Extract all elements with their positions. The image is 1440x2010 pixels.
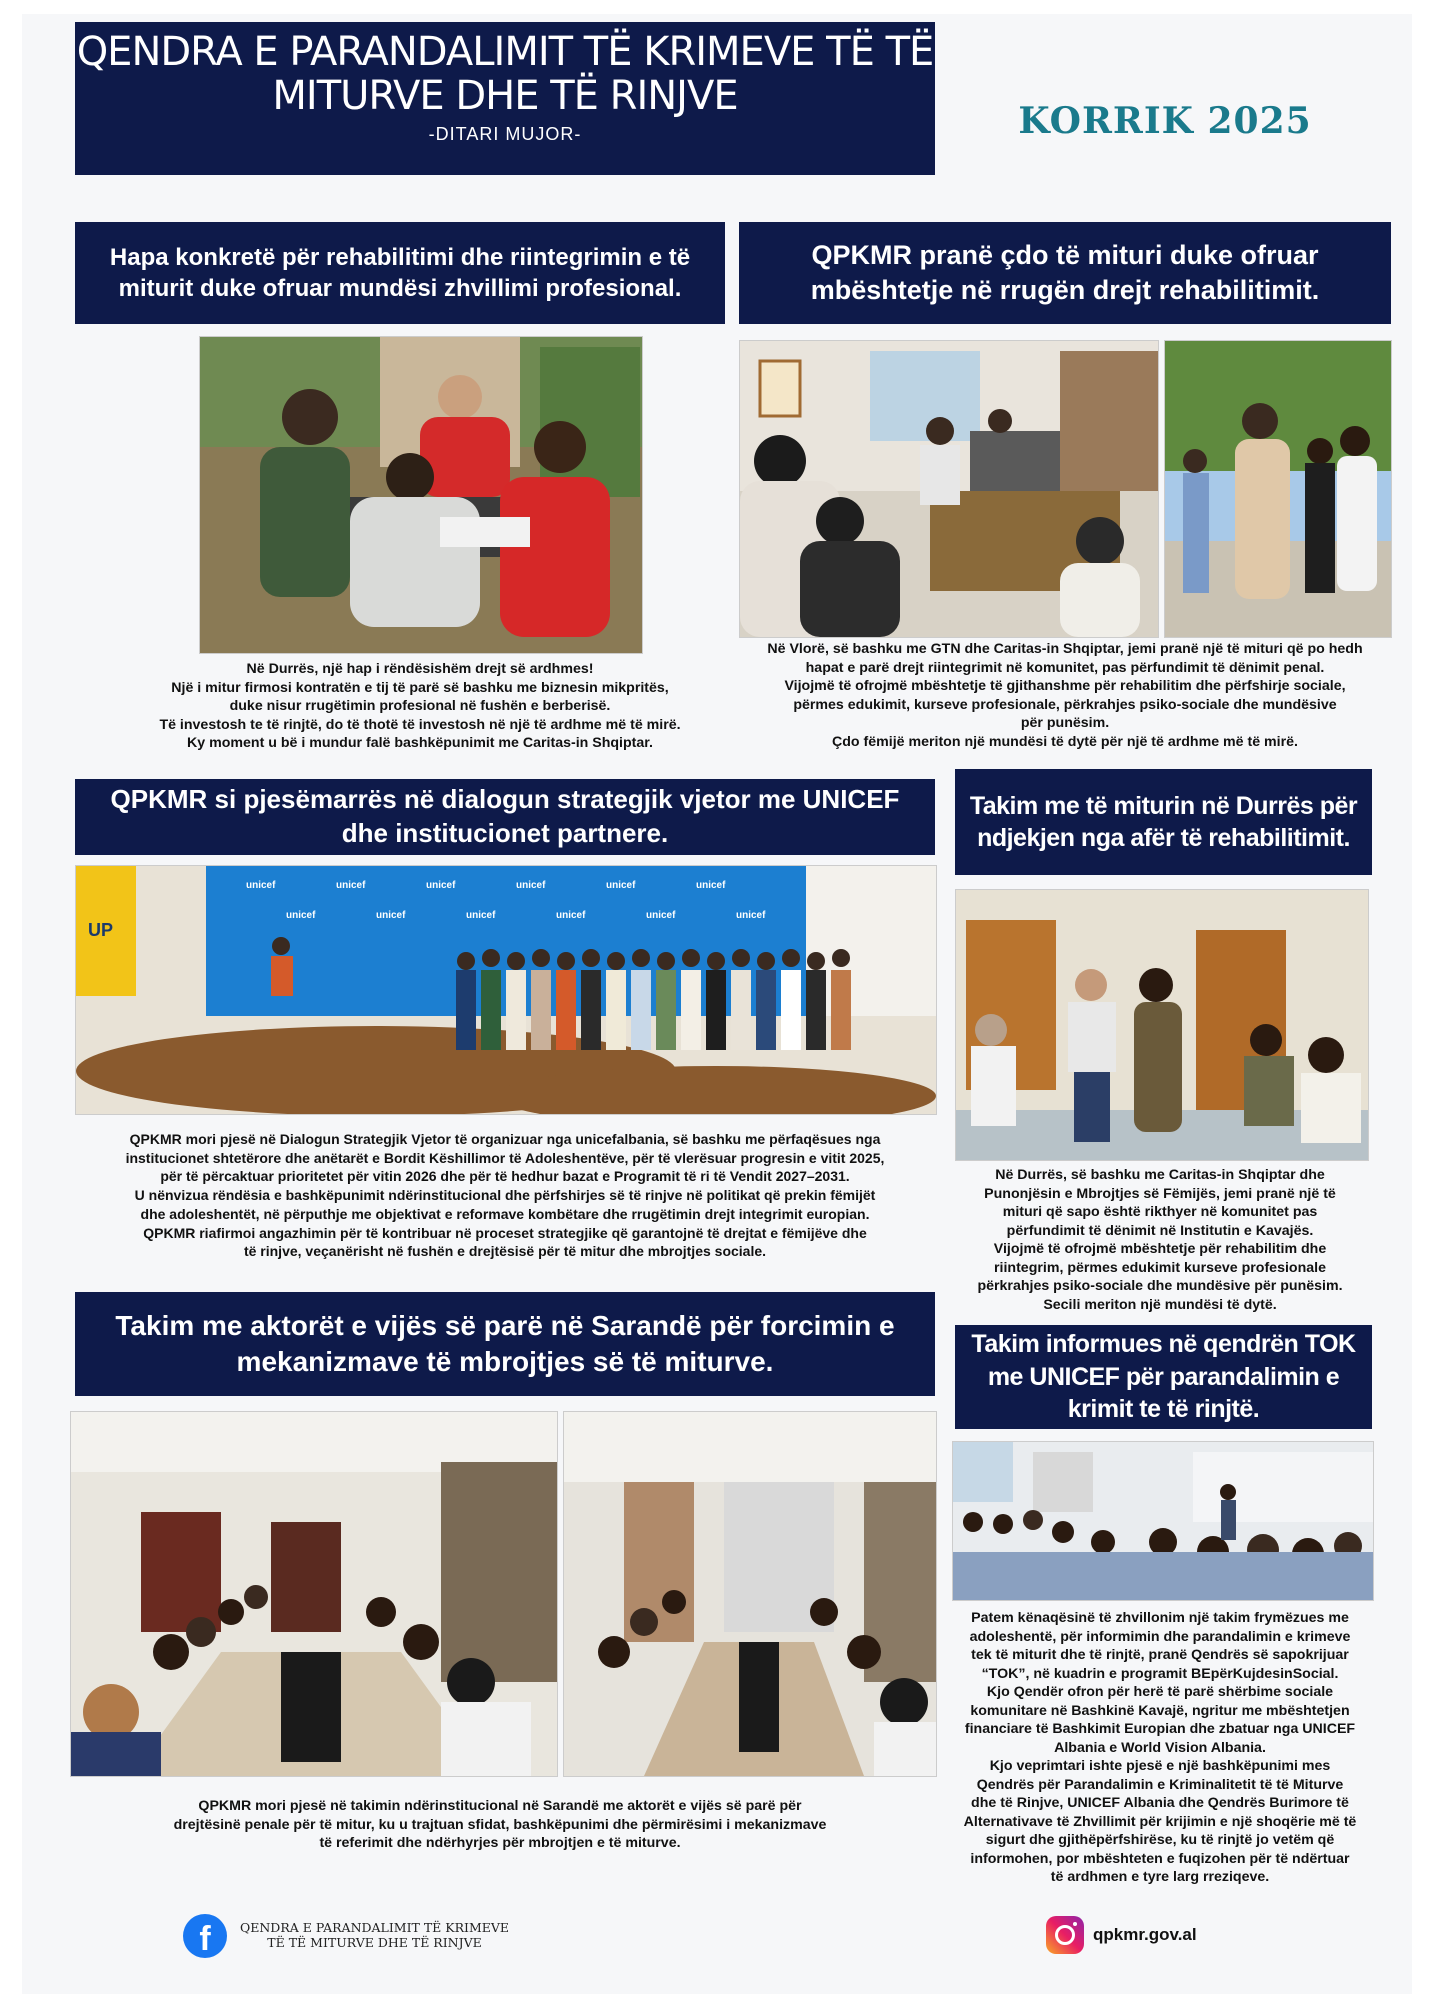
unicef-backdrop-logo: unicef: [466, 910, 496, 921]
unicef-backdrop-logo: unicef: [736, 910, 766, 921]
photo-sarande-meeting-1: [70, 1411, 558, 1777]
footer-organization: [240, 1920, 509, 1950]
website-link[interactable]: qpkmr.gov.al: [1093, 1925, 1197, 1944]
masthead-subtitle: -DITARI MUJOR-: [428, 124, 582, 144]
section-caption: Patem kënaqësinë të zhvillonim një takim frymëzues me adoleshentë, për informimin dhe parandalimin e krimeve tek të miturit dhe të rinjtë, pranë Qendrës së sapokrijuar “TOK”, në kuadrin e programit BEpërKujdesinSocial. Kjo Qendër ofron për herë të parë shërbime sociale komunitare në Bashkinë Kavajë, ngritur me mbështetjen financiare të Bashkimit Europian dhe zbatuar nga UNICEF Albania e World Vision Albania. Kjo veprimtari ishte pjesë e një bashkëpunimi mes Qendrës për Parandalimin e Kriminalitetit të të Miturve dhe të Rinjve, UNICEF Albania dhe Qendrës Burimore të Alternativave të Zhvillimit për krijimin e një shoqërie më të sigurt dhe gjithëpërfshirëse, ku të rinjtë jo vetëm që informohen, por mbështeten e fuqizohen për të ndërtuar të ardhmen e tyre larg rreziqeve.: [963, 1610, 1357, 1885]
photo-durres-meeting: [955, 889, 1369, 1161]
section-heading: QPKMR si pjesëmarrës në dialogun strategjik vjetor me UNICEF dhe institucionet partnere.: [75, 779, 935, 855]
photo-vlore-office: [739, 340, 1159, 638]
section-heading: Takim me aktorët e vijës së parë në Sarandë për forcimin e mekanizmave të mbrojtjes së të miturve.: [75, 1292, 935, 1396]
facebook-icon[interactable]: [183, 1914, 227, 1958]
section-caption: QPKMR mori pjesë në Dialogun Strategjik Vjetor të organizuar nga unicefalbania, së bashku me përfaqësues nga institucionet shtetërore dhe anëtarët e Bordit Këshillimor të Adoleshentëve, për të vlerësuar progresin e vitit 2025, për të përcaktuar prioritetet për vitin 2026 dhe për të hedhur bazat e Programit të ri të Vendit 2027–2031. U nënvizua rëndësia e bashkëpunimit ndërinstitucional dhe përfshirjes së të rinjve në politikat që prekin fëmijët dhe adoleshentët, në përputhje me objektivat e reformave kombëtare dhe rrugëtimin drejt integrimit europian. QPKMR riafirmoi angazhimin për të kontribuar në proceset strategjike që garantojnë të drejtat e fëmijëve dhe të rinjve, veçanërisht në fushën e drejtësisë për të mitur dhe mbrojtjes sociale.: [125, 1131, 885, 1260]
section-caption: Në Durrës, së bashku me Caritas-in Shqiptar dhe Punonjësin e Mbrojtjes së Fëmijës, jemi pranë një të mituri që sapo është rikthyer në komunitet pas përfundimit të dënimit në Institutin e Kavajës. Vijojmë të ofrojmë mbështetje për rehabilitim dhe riintegrim, përmes edukimit kurseve profesionale përkrahjes psiko-sociale dhe mundësive për punësim. Secili meriton një mundësi të dytë.: [977, 1167, 1343, 1313]
banner-up-text: UP: [88, 920, 114, 940]
masthead-banner: [75, 22, 935, 175]
instagram-icon[interactable]: [1046, 1916, 1084, 1954]
section-heading: Takim me të miturin në Durrës për ndjekjen nga afër të rehabilitimit.: [955, 769, 1372, 875]
unicef-backdrop-logo: unicef: [696, 880, 726, 891]
photo-contract-signing: [199, 336, 643, 654]
section-heading: QPKMR pranë çdo të mituri duke ofruar mbështetje në rrugën drejt rehabilitimit.: [739, 222, 1391, 324]
unicef-backdrop-logo: unicef: [336, 880, 366, 891]
unicef-backdrop-logo: unicef: [646, 910, 676, 921]
unicef-backdrop-logo: unicef: [426, 880, 456, 891]
unicef-backdrop-logo: unicef: [516, 880, 546, 891]
footer-org-line: QENDRA E PARANDALIMIT TË KRIMEVE: [240, 1920, 510, 1935]
issue-month: KORRIK 2025: [1018, 100, 1312, 142]
photo-unicef-dialogue: [75, 865, 937, 1115]
facebook-glyph: f: [199, 1920, 211, 1958]
unicef-backdrop-logo: unicef: [606, 880, 636, 891]
unicef-backdrop-logo: unicef: [286, 910, 316, 921]
footer-org-line: TË TË MITURVE DHE TË RINJVE: [267, 1935, 482, 1950]
masthead-title: QENDRA E PARANDALIMIT TË KRIMEVE TË TË MITURVE DHE TË RINJVE: [76, 29, 934, 119]
unicef-backdrop-logo: unicef: [556, 910, 586, 921]
section-caption: QPKMR mori pjesë në takimin ndërinstitucional në Sarandë me aktorët e vijës së parë për drejtësinë penale për të mitur, ku u trajtuan sfidat, bashkëpunimi dhe përmirësimi i mekanizmave të referimit dhe ndërhyrjes për mbrojtjen e të miturve.: [173, 1798, 827, 1851]
unicef-backdrop-logo: unicef: [246, 880, 276, 891]
section-caption: Në Durrës, një hap i rëndësishëm drejt së ardhmes! Një i mitur firmosi kontratën e tij të parë së bashku me biznesin mikpritës, duke nisur rrugëtimin profesional në fushën e berberisë. Të investosh te të rinjtë, do të thotë të investosh në një të ardhme më të mirë. Ky moment u bë i mundur falë bashkëpunimit me Caritas-in Shqiptar.: [159, 661, 681, 751]
photo-vlore-outdoor: [1164, 340, 1392, 638]
section-caption: Në Vlorë, së bashku me GTN dhe Caritas-in Shqiptar, jemi pranë një të mituri që po hedh hapat e parë drejt riintegrimit në komunitet, pas përfundimit të dënimit penal. Vijojmë të ofrojmë mbështetje të gjithanshme për rehabilitim dhe përfshirje sociale, përmes edukimit, kurseve profesionale, përkrahjes psiko-sociale dhe mundësive për punësim. Çdo fëmijë meriton një mundësi të dytë për një të ardhme më të mirë.: [767, 641, 1363, 750]
unicef-backdrop-logo: unicef: [376, 910, 406, 921]
section-heading: Takim informues në qendrën TOK me UNICEF për parandalimin e krimit te të rinjtë.: [955, 1325, 1372, 1429]
photo-tok-center: [952, 1441, 1374, 1601]
photo-sarande-meeting-2: [563, 1411, 937, 1777]
section-heading: Hapa konkretë për rehabilitimi dhe riintegrimin e të miturit duke ofruar mundësi zhvillimi profesional.: [75, 222, 725, 324]
